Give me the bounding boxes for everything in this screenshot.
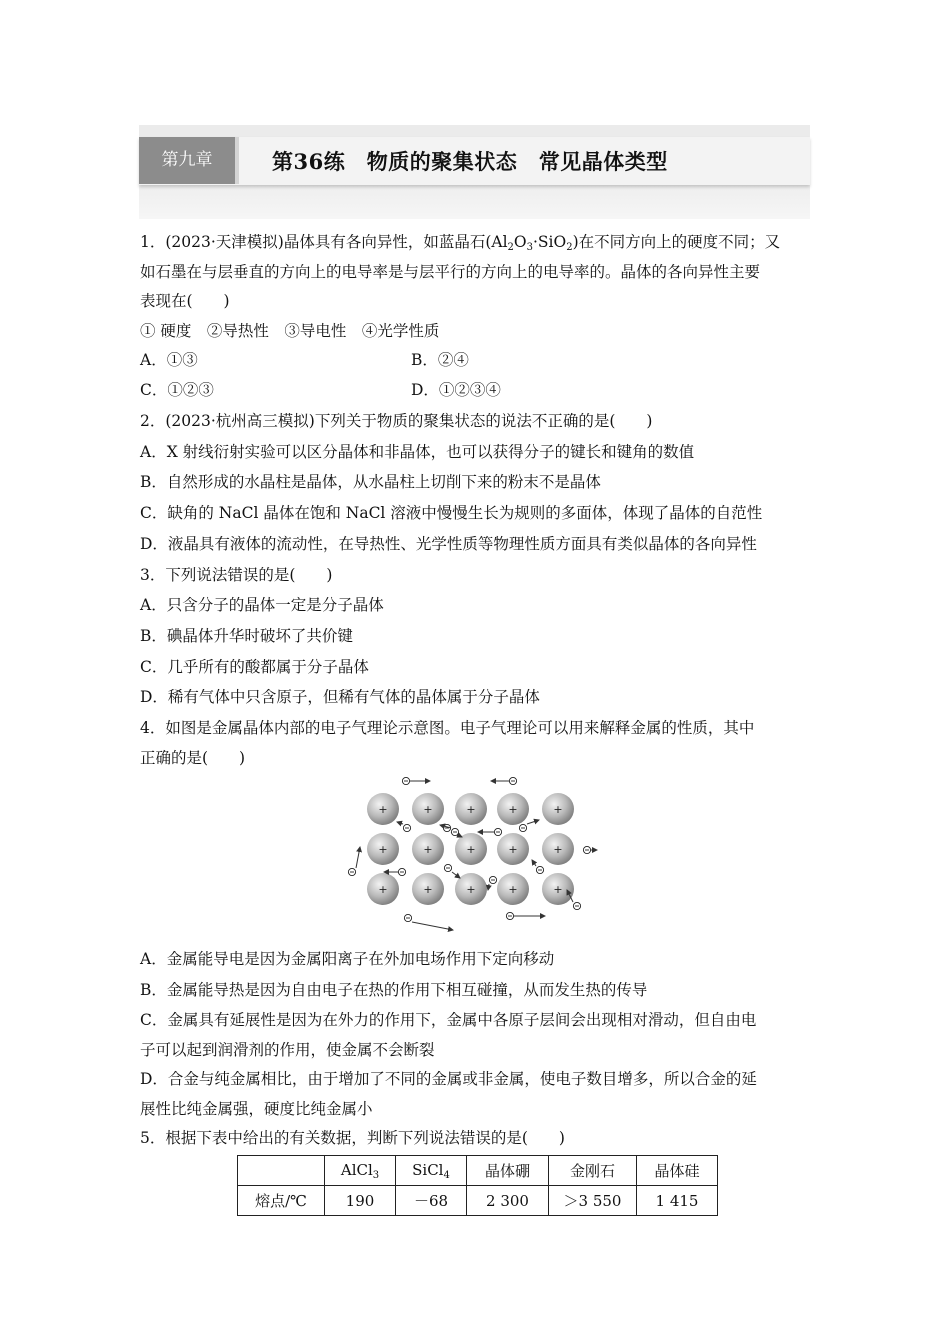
q4-option-c-line1: C．金属具有延展性是因为在外力的作用下，金属中各原子层间会出现相对滑动，但自由电 <box>140 1011 757 1029</box>
ion-plus-sign: + <box>378 883 388 896</box>
ion-plus-sign: + <box>508 843 518 856</box>
table-header-row <box>238 1156 718 1186</box>
q4-stem-line2: 正确的是( ) <box>140 749 246 767</box>
ion-plus-sign: + <box>378 843 388 856</box>
table-header-boron: 晶体硼 <box>467 1156 549 1186</box>
table-header-diamond: 金刚石 <box>549 1156 637 1186</box>
q1-option-b: B．②④ <box>411 351 469 369</box>
q4-option-d-line2: 展性比纯金属强，硬度比纯金属小 <box>140 1100 373 1118</box>
table-cell-silicon: 1 415 <box>637 1186 718 1216</box>
q1-stem-line1: 1．(2023·天津模拟)晶体具有各向异性，如蓝晶石$(Al_2O_3\cdot SiO_2)$在不同方向上的硬度不同；又 <box>140 233 781 253</box>
q3-option-d: D．稀有气体中只含原子，但稀有气体的晶体属于分子晶体 <box>140 688 540 706</box>
q3-option-a: A．只含分子的晶体一定是分子晶体 <box>140 596 384 614</box>
q1-option-c: C．①②③ <box>140 381 214 399</box>
electron-motion-arrow <box>412 922 453 930</box>
electron-gas-diagram <box>340 772 610 932</box>
q1-stem-line2: 如石墨在与层垂直的方向上的电导率是与层平行的方向上的电导率的。晶体的各向异性主要 <box>140 263 761 281</box>
electron-motion-arrow <box>488 884 489 890</box>
q2-option-d: D．液晶具有液体的流动性，在导热性、光学性质等物理性质方面具有类似晶体的各向异性 <box>140 535 757 553</box>
electron-motion-arrow <box>452 872 460 878</box>
ion-plus-sign: + <box>553 883 563 896</box>
q3-option-c: C．几乎所有的酸都属于分子晶体 <box>140 658 369 676</box>
table-cell-sicl4: －68 <box>396 1186 467 1216</box>
ion-plus-sign: + <box>423 803 433 816</box>
q5-stem: 5．根据下表中给出的有关数据，判断下列说法错误的是( ) <box>140 1129 565 1147</box>
table-cell-alcl3: 190 <box>325 1186 396 1216</box>
q2-option-c: C．缺角的 NaCl 晶体在饱和 NaCl 溶液中慢慢生长为规则的多面体，体现了晶体的自范性 <box>140 504 763 522</box>
q4-option-c-line2: 子可以起到润滑剂的作用，使金属不会断裂 <box>140 1041 435 1059</box>
electron-motion-arrow <box>356 847 360 868</box>
chapter-label: 第九章 <box>139 137 239 184</box>
electron-motion-arrow <box>527 820 539 824</box>
q1-stem-line3: 表现在( ) <box>140 292 230 310</box>
ion-plus-sign: + <box>508 803 518 816</box>
metal-ion-lattice <box>367 793 574 905</box>
ion-plus-sign: + <box>466 883 476 896</box>
q4-option-d-line1: D．合金与纯金属相比，由于增加了不同的金属或非金属，使电子数目增多，所以合金的延 <box>140 1070 757 1088</box>
q2-option-a: A．X 射线衍射实验可以区分晶体和非晶体，也可以获得分子的键长和键角的数值 <box>140 443 695 461</box>
ion-plus-sign: + <box>553 803 563 816</box>
table-row-label: 熔点/℃ <box>238 1186 325 1216</box>
table-header-alcl3: AlCl$_3$ <box>325 1156 396 1186</box>
electron-motion-arrow <box>397 822 403 824</box>
ion-plus-sign: + <box>553 843 563 856</box>
table-cell-boron: 2 300 <box>467 1186 549 1216</box>
q3-option-b: B．碘晶体升华时破坏了共价键 <box>140 627 353 645</box>
ion-plus-sign: + <box>423 883 433 896</box>
ion-plus-sign: + <box>423 843 433 856</box>
table-header-sicl4: SiCl$_4$ <box>396 1156 467 1186</box>
ion-plus-sign: + <box>466 843 476 856</box>
ion-plus-sign: + <box>378 803 388 816</box>
page-title: 第36练 物质的聚集状态 常见晶体类型 <box>272 149 668 174</box>
q3-stem: 3．下列说法错误的是( ) <box>140 566 333 584</box>
q1-items: ① 硬度 ②导热性 ③导电性 ④光学性质 <box>140 322 440 340</box>
electron-motion-arrow <box>532 860 536 866</box>
q2-stem: 2．(2023·杭州高三模拟)下列关于物质的聚集状态的说法不正确的是( ) <box>140 412 653 430</box>
q4-option-b: B．金属能导热是因为自由电子在热的作用下相互碰撞，从而发生热的传导 <box>140 981 648 999</box>
q4-option-a: A．金属能导电是因为金属阳离子在外加电场作用下定向移动 <box>140 950 555 968</box>
q1-option-a: A．①③ <box>140 351 198 369</box>
table-corner-cell <box>238 1156 325 1186</box>
ion-plus-sign: + <box>466 803 476 816</box>
melting-point-table <box>237 1155 718 1216</box>
q4-stem-line1: 4．如图是金属晶体内部的电子气理论示意图。电子气理论可以用来解释金属的性质，其中 <box>140 719 755 737</box>
table-header-silicon: 晶体硅 <box>637 1156 718 1186</box>
q1-option-d: D．①②③④ <box>411 381 501 399</box>
q2-option-b: B．自然形成的水晶柱是晶体，从水晶柱上切削下来的粉末不是晶体 <box>140 473 601 491</box>
ion-plus-sign: + <box>508 883 518 896</box>
table-cell-diamond: ＞3 550 <box>549 1186 637 1216</box>
table-row <box>238 1186 718 1216</box>
